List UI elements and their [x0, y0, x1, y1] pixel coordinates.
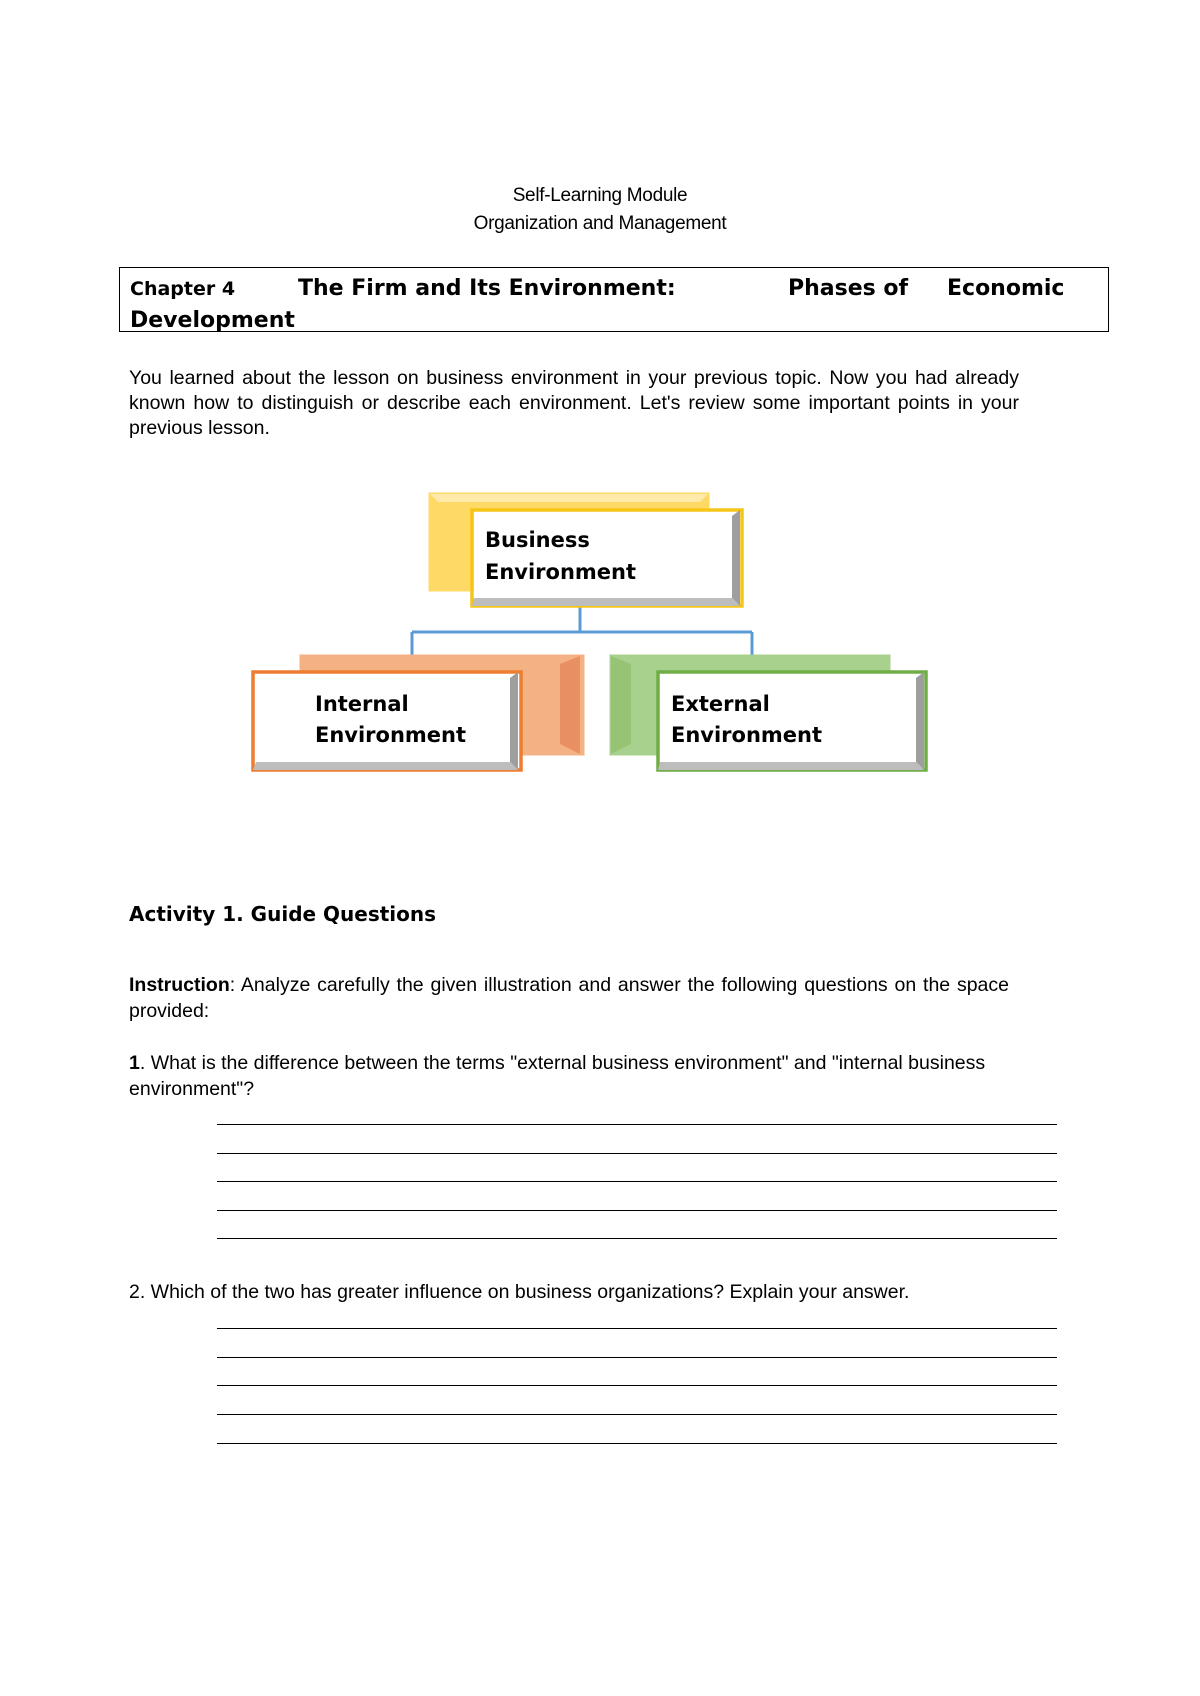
answer-line-q1-2[interactable] — [217, 1153, 1057, 1154]
chapter-title-part3: Economic — [947, 276, 1065, 301]
answer-line-q2-1[interactable] — [217, 1328, 1057, 1329]
instruction-label: Instruction — [129, 974, 230, 996]
chapter-number: Chapter 4 — [130, 278, 236, 300]
module-title: Self-Learning Module — [512, 185, 688, 206]
external-label-1: External — [671, 692, 770, 716]
box-front — [253, 672, 521, 770]
question-1-text: . What is the difference between the terms "external business environment" and "internal business environment"? — [129, 1052, 986, 1100]
answer-line-q2-4[interactable] — [217, 1414, 1057, 1415]
subject-title: Organization and Management — [473, 213, 727, 234]
activity-title: Activity 1. Guide Questions — [129, 902, 437, 926]
internal-label-2: Environment — [315, 723, 467, 747]
answer-line-q2-5[interactable] — [217, 1443, 1057, 1444]
box-external-environment — [611, 656, 926, 770]
answer-line-q2-3[interactable] — [217, 1385, 1057, 1386]
bevel-right — [510, 672, 518, 770]
box-internal-environment — [253, 656, 583, 770]
external-label-2: Environment — [671, 723, 823, 747]
box-business-environment — [430, 494, 742, 606]
answer-line-q1-4[interactable] — [217, 1210, 1057, 1211]
question-2: 2. Which of the two has greater influence on business organizations? Explain your answer. — [129, 1281, 910, 1303]
instruction-text: : Analyze carefully the given illustration and answer the following questions on the space provided: — [129, 974, 1009, 1022]
answer-line-q1-3[interactable] — [217, 1181, 1057, 1182]
bevel-right — [916, 672, 924, 770]
bevel-bottom — [253, 762, 518, 770]
intro-paragraph: You learned about the lesson on business environment in your previous topic. Now you had already known how to distinguish or describe each environment. Let's review some important points in your previous lesson. — [129, 367, 1019, 439]
environment-diagram — [240, 486, 940, 791]
business-label-2: Environment — [485, 560, 637, 584]
chapter-title-part2: Phases of — [788, 276, 909, 301]
chapter-title-part1: The Firm and Its Environment: — [298, 276, 676, 301]
bevel — [611, 656, 631, 754]
question-1 — [129, 1050, 1009, 1102]
diagram-connectors — [412, 604, 752, 656]
business-label-1: Business — [485, 528, 590, 552]
chapter-heading-box — [119, 267, 1109, 332]
answer-line-q1-1[interactable] — [217, 1124, 1057, 1125]
question-1-number: 1 — [129, 1052, 140, 1074]
bevel-bottom — [472, 598, 740, 606]
box-front — [658, 672, 926, 770]
internal-label-1: Internal — [315, 692, 409, 716]
answer-line-q2-2[interactable] — [217, 1357, 1057, 1358]
bevel-bottom — [658, 762, 924, 770]
diagram-svg — [240, 486, 940, 786]
instruction-paragraph — [129, 972, 1009, 1024]
bevel — [430, 494, 708, 502]
answer-line-q1-5[interactable] — [217, 1238, 1057, 1239]
bevel-right — [732, 510, 740, 606]
box-front — [472, 510, 742, 606]
bevel — [560, 656, 580, 754]
chapter-title-part4: Development — [130, 308, 295, 333]
